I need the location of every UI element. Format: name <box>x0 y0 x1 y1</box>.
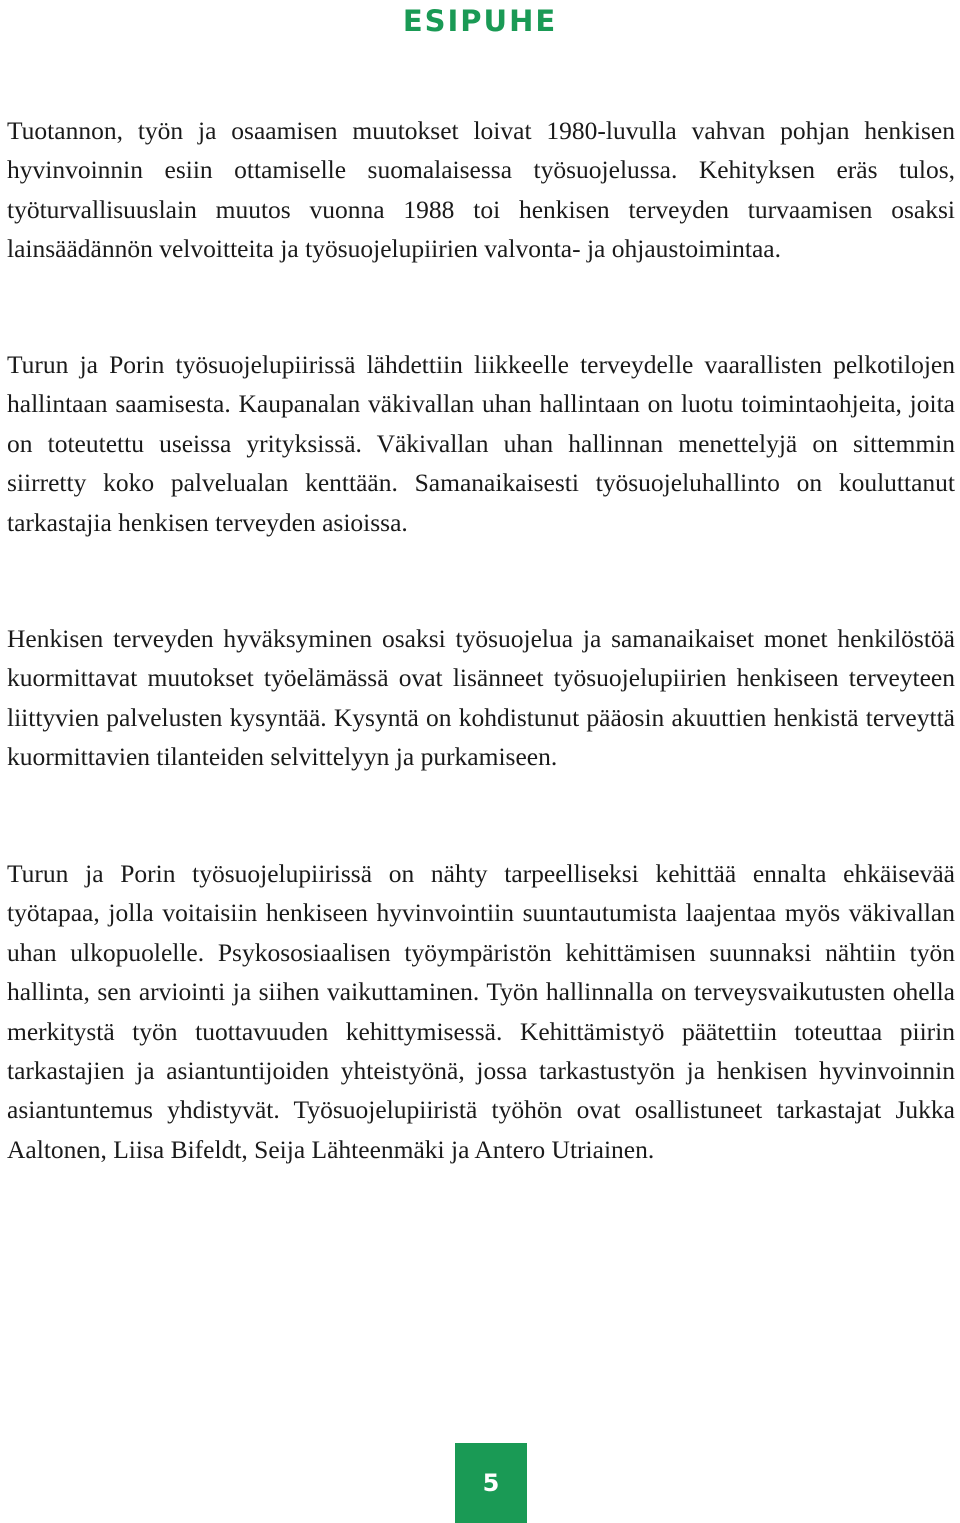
page-title: ESIPUHE <box>402 4 558 38</box>
paragraph-4-text: Turun ja Porin työsuojelupiirissä on nähty tarpeelliseksi kehittää ennalta ehkäisevää työtapaa, jolla voitaisiin henkiseen hyvinvointiin suuntautumista laajentaa myös väkivallan uhan ulkopuolelle. Psykososiaalisen työympäristön kehittämisen suunnaksi nähtiin työn hallinta, sen arviointi ja siihen vaikuttaminen. Työn hallinnalla on terveysvaikutusten ohella merkitystä työn tuottavuuden kehittymisessä. Kehittämistyö päätettiin toteuttaa piirin tarkastajien ja asiantuntijoiden yhteistyönä, jossa tarkastustyön ja henkisen hyvinvoinnin asiantuntemus yhdistyvät. Työsuojelupiiristä työhön ovat osallistuneet tarkastajat Jukka Aaltonen, Liisa Bifeldt, Seija Lähteenmäki ja Antero Utriainen. <box>7 859 955 1164</box>
paragraph-2-text: Turun ja Porin työsuojelupiirissä lähdettiin liikkeelle terveydelle vaarallisten pelkotilojen hallintaan saamisesta. Kaupanalan väkivallan uhan hallintaan on luotu toimintaohjeita, joita on toteutettu useissa yrityksissä. Väkivallan uhan hallinnan menettelyjä on sittemmin siirretty koko palvelualan kenttään. Samanaikaisesti työsuojeluhallinto on kouluttanut tarkastajia henkisen terveyden asioissa. <box>7 350 955 537</box>
paragraph-3-text: Henkisen terveyden hyväksyminen osaksi työsuojelua ja samanaikaiset monet henkilöstöä kuormittavat muutokset työelämässä ovat lisänneet työsuojelupiirien henkiseen terveyteen liittyvien palvelusten kysyntää. Kysyntä on kohdistunut pääosin akuuttien henkistä terveyttä kuormittavien tilanteiden selvittelyyn ja purkamiseen. <box>7 624 955 772</box>
page-number: 5 <box>482 1469 500 1497</box>
paragraph-3 <box>7 619 955 777</box>
paragraph-1-text: Tuotannon, työn ja osaamisen muutokset loivat 1980-luvulla vahvan pohjan henkisen hyvinvoinnin esiin ottamiselle suomalaisessa työsuojelussa. Kehityksen eräs tulos, työturvallisuuslain muutos vuonna 1988 toi henkisen terveyden turvaamisen osaksi lainsäädännön velvoitteita ja työsuojelupiirien valvonta- ja ohjaustoimintaa. <box>7 116 955 264</box>
paragraph-1 <box>7 111 955 269</box>
paragraph-2 <box>7 345 955 542</box>
paragraph-4 <box>7 854 955 1169</box>
page-number-badge <box>455 1443 527 1523</box>
